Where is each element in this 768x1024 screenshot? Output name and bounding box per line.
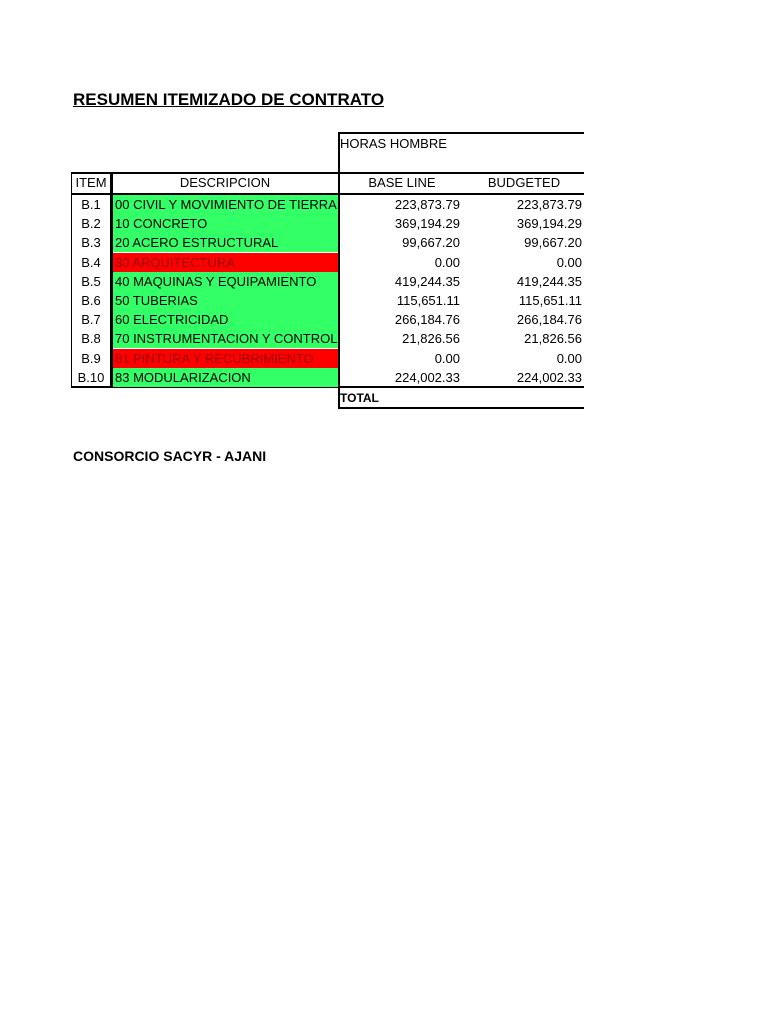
table-row-item: B.2 <box>81 216 101 231</box>
company-footer: CONSORCIO SACYR - AJANI <box>73 448 267 464</box>
column-header-base-line: BASE LINE <box>368 175 436 190</box>
table-row-description: 30 ARQUITECTURA <box>113 253 338 272</box>
column-header-budgeted: BUDGETED <box>487 175 561 190</box>
table-row-description: 83 MODULARIZACION <box>113 368 338 387</box>
table-row-description: 81 PINTURA Y RECUBRIMIENTO <box>113 349 338 368</box>
document-title: RESUMEN ITEMIZADO DE CONTRATO <box>73 90 385 109</box>
table-row-item: B.8 <box>81 331 101 346</box>
table-row-budgeted: 419,244.35 <box>516 274 582 289</box>
table-row-item: B.1 <box>81 197 101 212</box>
table-row-base-line: 21,826.56 <box>402 331 460 346</box>
table-row-description: 70 INSTRUMENTACION Y CONTROL <box>115 331 338 346</box>
table-row-base-line: 266,184.76 <box>394 312 460 327</box>
total-bottom-border <box>338 407 584 409</box>
table-row-description: 10 CONCRETO <box>113 214 338 233</box>
table-row-base-line: 0.00 <box>434 255 460 270</box>
table-row-base-line: 223,873.79 <box>394 197 460 212</box>
table-row-budgeted: 223,873.79 <box>516 197 582 212</box>
table-row-item: B.5 <box>81 274 101 289</box>
table-row-base-line: 369,194.29 <box>394 216 460 231</box>
table-row-budgeted: 369,194.29 <box>516 216 582 231</box>
table-row-base-line: 0.00 <box>434 351 460 366</box>
column-header-descripcion: DESCRIPCION <box>179 175 271 190</box>
table-row-base-line: 99,667.20 <box>402 235 460 250</box>
table-row-budgeted: 115,651.11 <box>518 293 582 308</box>
table-row-budgeted: 99,667.20 <box>524 235 582 250</box>
table-row-item: B.3 <box>81 235 101 250</box>
table-row-item: B.6 <box>81 293 101 308</box>
table-row-description: 50 TUBERIAS <box>113 291 338 310</box>
table-row-item: B.7 <box>81 312 101 327</box>
table-row-description: 40 MAQUINAS Y EQUIPAMIENTO <box>113 272 338 291</box>
table-row-base-line: 115,651.11 <box>396 293 460 308</box>
table-row-budgeted: 266,184.76 <box>516 312 582 327</box>
table-row-budgeted: 224,002.33 <box>516 370 582 385</box>
table-row-item: B.10 <box>77 370 105 385</box>
table-row-description: 60 ELECTRICIDAD <box>113 310 338 329</box>
table-row-base-line: 224,002.33 <box>394 370 460 385</box>
header-top-border <box>71 172 584 174</box>
table-row-description: 00 CIVIL Y MOVIMIENTO DE TIERRA <box>115 197 337 212</box>
table-row-base-line: 419,244.35 <box>394 274 460 289</box>
table-row-item: B.4 <box>81 255 101 270</box>
group-header-top-border <box>338 132 584 134</box>
table-row-budgeted: 0.00 <box>556 255 582 270</box>
table-row-budgeted: 0.00 <box>556 351 582 366</box>
table-row-budgeted: 21,826.56 <box>524 331 582 346</box>
total-label: TOTAL <box>340 391 379 405</box>
table-row-item: B.9 <box>81 351 101 366</box>
group-header-horas-hombre: HORAS HOMBRE <box>340 136 447 151</box>
table-row-description: 20 ACERO ESTRUCTURAL <box>113 233 338 252</box>
column-header-item: ITEM <box>75 175 107 190</box>
